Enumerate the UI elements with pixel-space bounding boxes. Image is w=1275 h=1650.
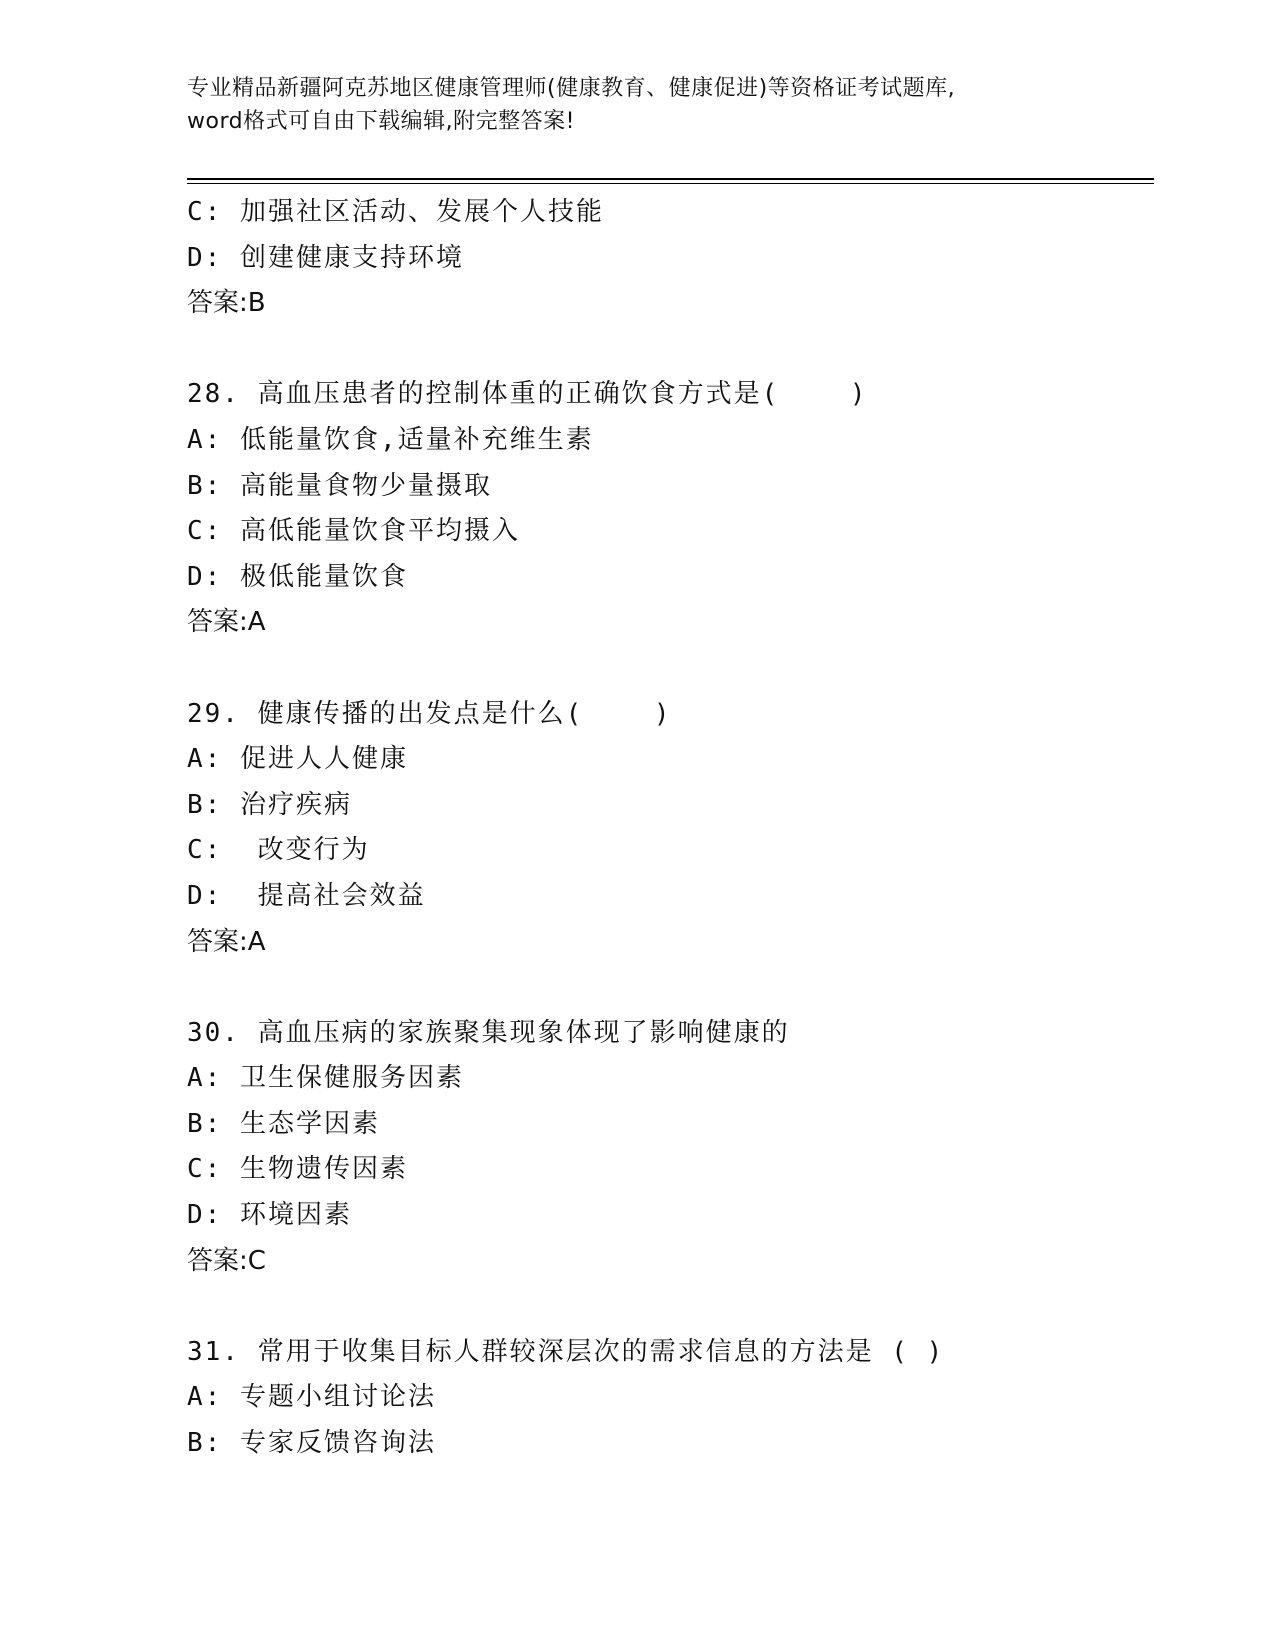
question-27-continued [187, 190, 1147, 327]
question-31 [187, 1330, 1147, 1467]
option-c: C: 加强社区活动、发展个人技能 [187, 197, 604, 227]
header-rule-thin [187, 183, 1154, 184]
option-a: A: 专题小组讨论法 [187, 1382, 436, 1413]
option-c: C: 改变行为 [187, 835, 370, 866]
question-stem: 28. 高血压患者的控制体重的正确饮食方式是( ) [187, 379, 868, 410]
option-a: A: 低能量饮食,适量补充维生素 [187, 424, 594, 455]
answer-line: 答案:C [187, 1245, 266, 1276]
question-stem: 31. 常用于收集目标人群较深层次的需求信息的方法是 ( ) [187, 1336, 945, 1367]
option-b: B: 高能量食物少量摄取 [187, 470, 492, 501]
option-b: B: 专家反馈咨询法 [187, 1428, 436, 1459]
header-rule-thick [187, 178, 1154, 180]
option-b: B: 治疗疾病 [187, 789, 352, 820]
header-line-2: word格式可自由下载编辑,附完整答案! [187, 109, 575, 134]
option-c: C: 生物遗传因素 [187, 1154, 408, 1185]
option-c: C: 高低能量饮食平均摄入 [187, 516, 520, 547]
option-d: D: 极低能量饮食 [187, 561, 408, 592]
question-29 [187, 692, 1147, 966]
option-d: D: 创建健康支持环境 [187, 242, 464, 273]
option-d: D: 环境因素 [187, 1200, 352, 1231]
document-header [187, 72, 1067, 138]
question-30 [187, 1011, 1147, 1285]
question-list [187, 190, 1147, 1467]
header-line-1: 专业精品新疆阿克苏地区健康管理师(健康教育、健康促进)等资格证考试题库, [187, 76, 956, 101]
option-a: A: 卫生保健服务因素 [187, 1063, 464, 1094]
option-b: B: 生态学因素 [187, 1108, 380, 1139]
answer-line: 答案:B [187, 288, 266, 319]
question-stem: 29. 健康传播的出发点是什么( ) [187, 698, 672, 729]
answer-line: 答案:A [187, 926, 266, 957]
question-28 [187, 372, 1147, 646]
option-d: D: 提高社会效益 [187, 880, 426, 911]
option-a: A: 促进人人健康 [187, 744, 408, 775]
answer-line: 答案:A [187, 607, 266, 638]
question-stem: 30. 高血压病的家族聚集现象体现了影响健康的 [187, 1017, 790, 1048]
